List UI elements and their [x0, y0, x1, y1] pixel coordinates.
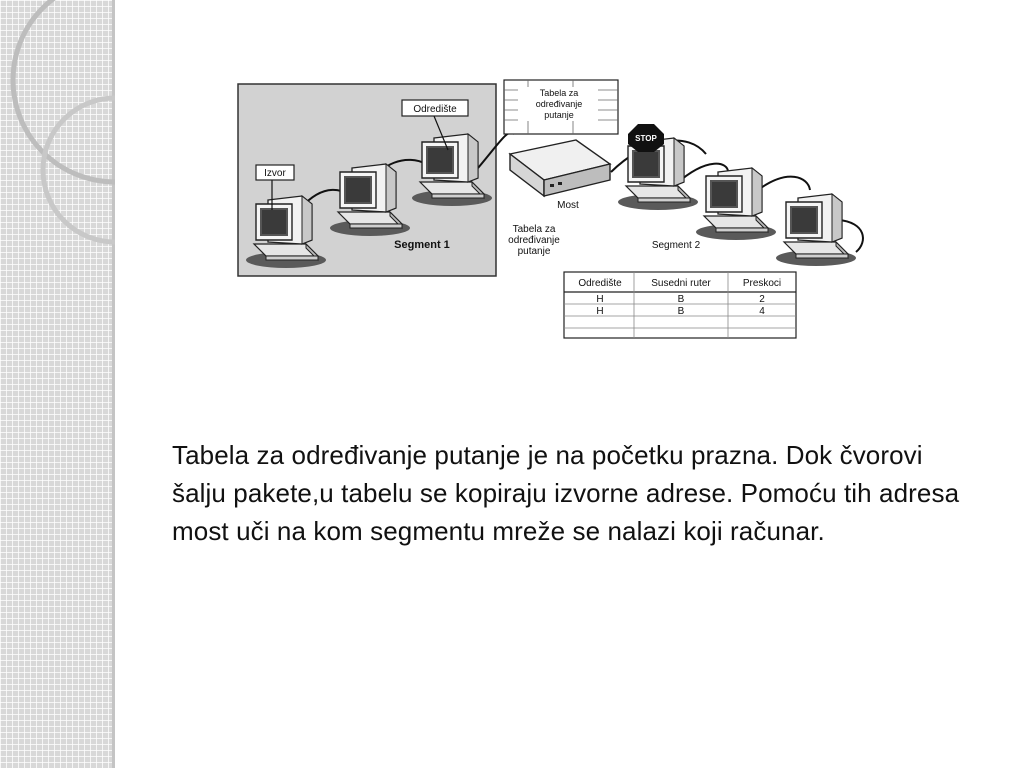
table-cell: 2 [759, 294, 765, 305]
segment1-label: Segment 1 [394, 239, 450, 251]
cable [758, 177, 810, 190]
network-bridge-diagram [228, 72, 878, 347]
table-mid-line3: putanje [517, 246, 551, 257]
computer-seg2-c [776, 194, 856, 266]
table-header: Odredište [578, 278, 622, 289]
table-cell: H [596, 294, 604, 305]
table-cell: B [677, 294, 685, 305]
table-cell: H [596, 306, 604, 317]
bridge-device [510, 140, 610, 196]
arc-small [43, 98, 115, 242]
decorative-arcs [0, 0, 115, 768]
table-mid-line1: Tabela za [512, 224, 556, 235]
slide-caption: Tabela za određivanje putanje je na početku prazna. Dok čvorovi šalju pakete,u tabelu se kopiraju izvorne adrese. Pomoću tih adresa most uči na kom segmentu mreže se nalazi koji računar. [172, 440, 960, 546]
table-mid-line2: određivanje [508, 235, 560, 246]
table-top-line1: Tabela za [539, 88, 579, 98]
routing-table-top [504, 80, 618, 134]
stop-sign-icon [628, 124, 664, 152]
computer-seg2-b [696, 168, 776, 240]
table-cell: B [677, 306, 685, 317]
stop-label: STOP [635, 134, 657, 143]
segment2-label: Segment 2 [651, 240, 701, 251]
source-label: Izvor [264, 168, 286, 179]
arc-large [13, 0, 115, 182]
routing-table [564, 272, 796, 338]
table-top-line3: putanje [544, 110, 574, 120]
destination-label: Odredište [413, 104, 457, 115]
table-cell: 4 [759, 306, 765, 317]
computer-seg2-a [618, 138, 698, 210]
table-header: Susedni ruter [651, 278, 711, 289]
table-top-line2: određivanje [535, 99, 583, 109]
bridge-label: Most [557, 200, 579, 211]
table-header: Preskoci [742, 278, 782, 289]
